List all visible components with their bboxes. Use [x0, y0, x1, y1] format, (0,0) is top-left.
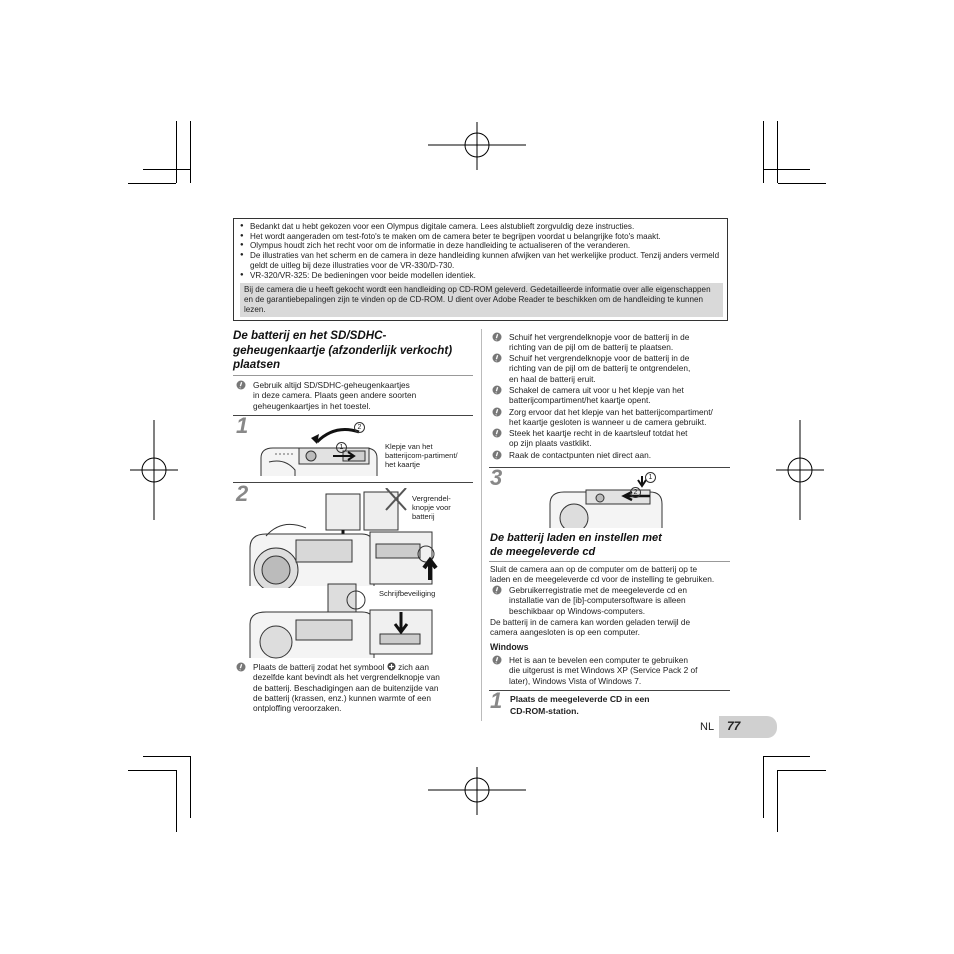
intro-bullet: ● De illustraties van het scherm en de camera in deze handleiding kunnen afwijken van het werkelijke product. Tenzij anders vermeld geldt de uitleg bij deze illustraties voor de VR-330/D-730. — [240, 251, 722, 270]
cdrom-note: Bij de camera die u heeft gekocht wordt een handleiding op CD-ROM geleverd. Gedetailleerde informatie over alle eigenschappen en de garantiebepalingen zijn te vinden op de CD-ROM. U dient over Adobe Reader te beschikken om de handleiding te kunnen lezen. — [240, 283, 723, 317]
note-icon — [492, 332, 502, 342]
intro-bullet: ● Bedankt dat u hebt gekozen voor een Olympus digitale camera. Lees alstublieft zorgvuldig deze instructies. — [240, 222, 722, 232]
circled-number-2: 2 — [630, 487, 641, 498]
camera-open-cover-illustration — [255, 418, 385, 478]
page-number-tab — [719, 716, 777, 738]
intro-box — [233, 218, 728, 321]
step-divider — [489, 690, 730, 691]
note-icon — [492, 428, 502, 438]
note-contacts: Raak de contactpunten niet direct aan. — [492, 450, 749, 460]
page-number: 77 — [727, 719, 741, 733]
note-windows-only: Gebruikerregistratie met de meegeleverde cd en installatie van de [ib]-computersoftware is alleen beschikbaar op Windows-computers. — [492, 585, 749, 616]
step-divider — [489, 467, 730, 468]
label-battery-lock: Vergrendel- knopje voor batterij — [412, 494, 451, 522]
note-battery-orientation: Plaats de batterij zodat het symbool zich aan dezelfde kant bevindt als het vergrendelknopje van de batterij. Beschadigingen aan de buitenzijde van de batterij (krassen, enz.) kunnen warmte of een ontploffing veroorzaken. — [236, 662, 493, 713]
note-card-insert: Steek het kaartje recht in de kaartsleuf totdat het op zijn plaats vastklikt. — [492, 428, 749, 449]
section-heading-charging: De batterij laden en instellen met de meegeleverde cd — [490, 532, 662, 558]
para-connect-computer: Sluit de camera aan op de computer om de batterij op te laden en de meegeleverde cd voor de instelling te gebruiken. — [490, 564, 715, 585]
step-number-1: 1 — [236, 413, 249, 438]
note-icon — [236, 662, 246, 672]
note-icon — [492, 407, 502, 417]
circled-number-1: 1 — [336, 442, 347, 453]
label-cover: Klepje van het batterijcom-partiment/ het kaartje — [385, 442, 458, 470]
registration-mark-right — [776, 420, 824, 520]
heading-underline — [233, 375, 473, 376]
heading-underline — [489, 561, 730, 562]
note-icon — [492, 353, 502, 363]
note-icon — [492, 385, 502, 395]
note-power-off: Schakel de camera uit voor u het klepje van het batterijcompartiment/het kaartje opent. — [492, 385, 749, 406]
column-divider — [481, 329, 482, 721]
intro-bullet: ● VR-320/VR-325: De bedieningen voor beide modellen identiek. — [240, 271, 722, 281]
note-icon — [492, 450, 502, 460]
intro-bullet-list — [240, 222, 722, 280]
note-cover-closed: Zorg ervoor dat het klepje van het batterijcompartiment/ het kaartje gesloten is wanneer u de camera gebruikt. — [492, 407, 749, 428]
intro-bullet: ● Olympus houdt zich het recht voor om de informatie in deze handleiding te actualiseren of the veranderen. — [240, 241, 722, 251]
note-sd-only: Gebruik altijd SD/SDHC-geheugenkaartjes in deze camera. Plaats geen andere soorten geheugenkaartjes in het toestel. — [236, 380, 493, 411]
step-number-2: 2 — [236, 481, 249, 506]
intro-bullet: ● Het wordt aangeraden om test-foto's te maken om de camera beter te begrijpen voordat u belangrijke foto's maakt. — [240, 232, 722, 242]
registration-mark-left — [130, 420, 178, 520]
note-icon — [492, 655, 502, 665]
note-lock-insert: Schuif het vergrendelknopje voor de batterij in de richting van de pijl om de batterij te plaatsen. — [492, 332, 749, 353]
note-lock-release: Schuif het vergrendelknopje voor de batterij in de richting van de pijl om de batterij te ontgrendelen, en haal de batterij eruit. — [492, 353, 749, 384]
registration-mark-top — [428, 122, 526, 170]
note-icon — [236, 380, 246, 390]
step-divider — [233, 415, 473, 416]
step-number-cd-1: 1 — [490, 688, 503, 713]
registration-mark-bottom — [428, 767, 526, 815]
battery-symbol-icon — [387, 662, 396, 671]
para-charging-while-connected: De batterij in de camera kan worden geladen terwijl de camera aangesloten is op een computer. — [490, 617, 691, 638]
circled-number-2: 2 — [354, 422, 365, 433]
note-windows-versions: Het is aan te bevelen een computer te gebruiken die uitgerust is met Windows XP (Service Pack 2 of later), Windows Vista of Windows 7. — [492, 655, 749, 686]
step-divider — [233, 482, 473, 483]
step-number-3: 3 — [490, 465, 503, 490]
windows-heading: Windows — [490, 642, 529, 652]
circled-number-1: 1 — [645, 472, 656, 483]
language-label: NL — [700, 721, 715, 733]
section-heading-battery-card: De batterij en het SD/SDHC- geheugenkaartje (afzonderlijk verkocht) plaatsen — [233, 329, 453, 372]
label-write-protect: Schrijfbeveiliging — [379, 589, 436, 598]
step-insert-cd: Plaats de meegeleverde CD in een CD-ROM-station. — [510, 694, 650, 716]
note-icon — [492, 585, 502, 595]
